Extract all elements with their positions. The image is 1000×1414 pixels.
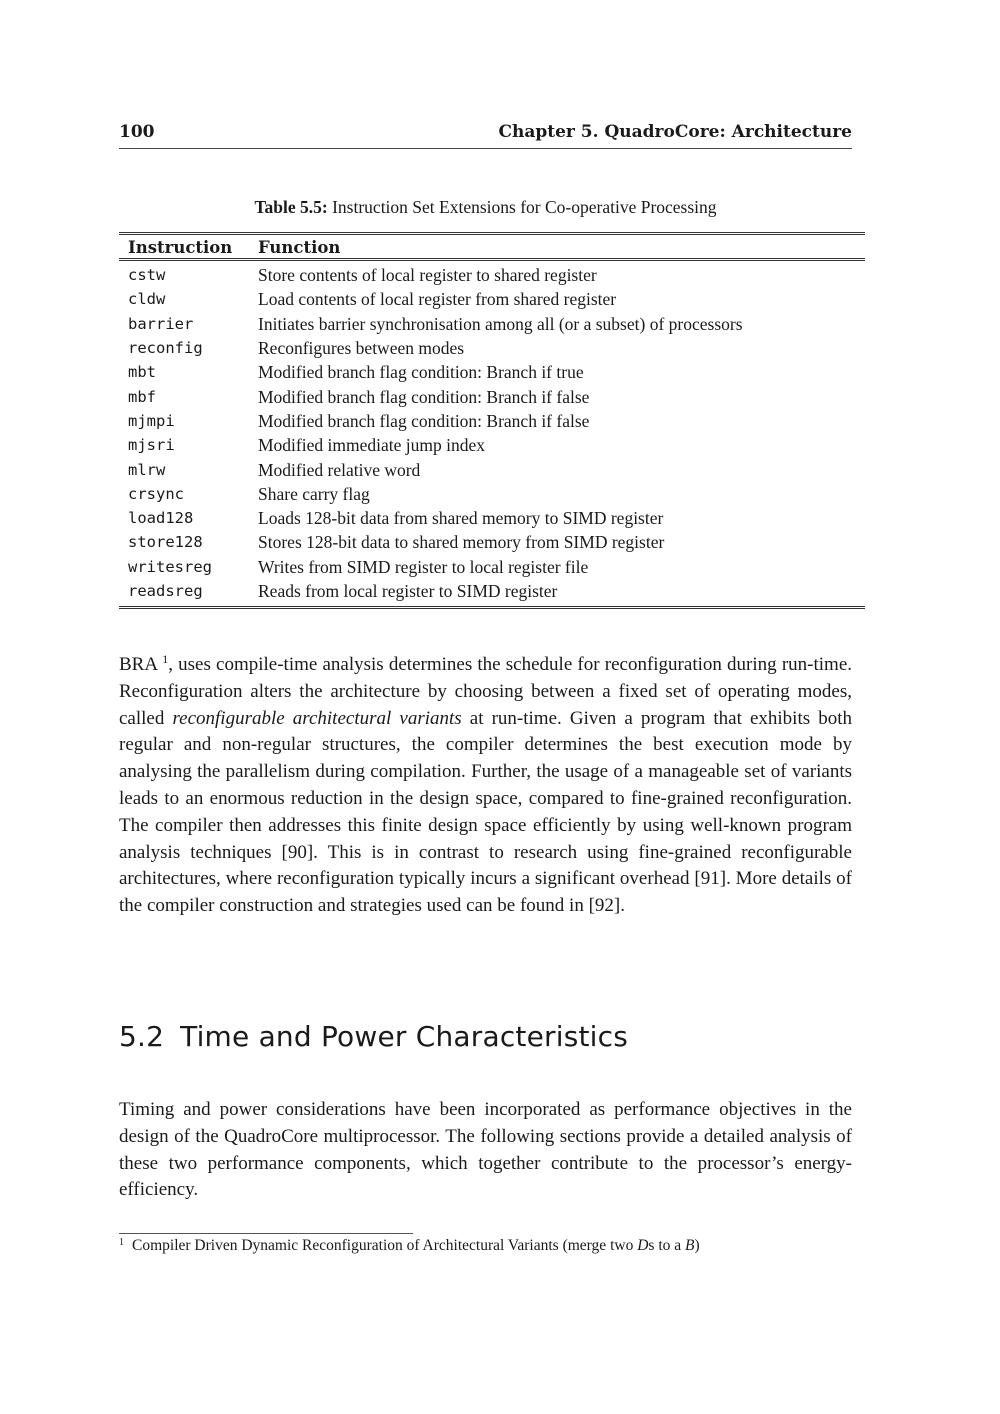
emphasis-term: reconfigurable architectural variants [172,707,462,729]
table-row [119,579,865,608]
paragraph-text: , uses compile-time analysis determines the schedule for reconfiguration during run-time. Reconfiguration alters the architecture by choosing between a fixed set of operating modes, called [119,654,852,729]
paragraph-text: Timing and power considerations have been incorporated as performance objectives in the design of the QuadroCore multiprocessor. The following sections provide a detailed analysis of these two performance components, which together contribute to the processor’s energy-efficiency. [119,1099,852,1201]
instruction-cell: writesreg [128,557,212,576]
function-cell: Stores 128-bit data to shared memory from SIMD register [258,532,665,553]
table-row [119,555,865,579]
column-header-instruction: Instruction [119,234,249,260]
table-row [119,433,865,457]
instruction-cell: mbt [128,363,156,382]
function-cell: Load contents of local register from shared register [258,289,617,310]
table-caption [119,197,852,218]
footnote-variable-d: D [637,1237,649,1254]
instruction-cell: load128 [128,509,194,528]
body-paragraph-bra [119,652,852,920]
footnote-text: ) [694,1237,700,1254]
paragraph-lead: BRA [119,654,163,675]
table-row [119,336,865,360]
instruction-cell: readsreg [128,582,203,600]
paragraph-text: at run-time. Given a program that exhibits both regular and non-regular structures, the compiler determines the best execution mode by analysing the parallelism during compilation. Further, the usage of a manageable set of variants leads to an enormous reduction in the design space, compared to fine-grained reconfiguration. The compiler then addresses this finite design space efficiently by using well-known program analysis techniques [90]. This is in contrast to research using fine-grained reconfigurable architectures, where reconfiguration typically incurs a significant overhead [91]. More details of the compiler construction and strategies used can be found in [92]. [119,707,853,917]
instruction-cell: barrier [128,314,194,333]
section-heading [119,1020,628,1053]
function-cell: Loads 128-bit data from shared memory to SIMD register [258,508,664,529]
instruction-cell: mjmpi [128,411,175,430]
function-cell: Reads from local register to SIMD register [258,581,558,601]
instruction-cell: crsync [128,484,184,503]
function-cell: Modified branch flag condition: Branch if true [258,362,584,383]
footnote-divider [119,1233,413,1234]
table-caption-label: Table 5.5: [254,197,328,217]
footnote-text: s to a [648,1237,685,1254]
instruction-cell: cldw [128,290,166,309]
instruction-table [119,232,865,609]
instruction-cell: mlrw [128,460,166,479]
footnote [119,1237,879,1255]
table-row [119,482,865,506]
footnote-variable-b: B [685,1237,695,1254]
function-cell: Writes from SIMD register to local register file [258,556,589,577]
function-cell: Modified branch flag condition: Branch if false [258,386,590,407]
table-row [119,457,865,481]
running-header [119,122,852,149]
function-cell: Modified relative word [258,459,421,480]
table-row [119,360,865,384]
chapter-title: Chapter 5. QuadroCore: Architecture [498,122,852,142]
table-row [119,384,865,408]
table-caption-text: Instruction Set Extensions for Co-operative Processing [332,197,717,217]
function-cell: Reconfigures between modes [258,338,465,359]
function-cell: Initiates barrier synchronisation among all (or a subset) of processors [258,313,743,334]
footnote-text: Compiler Driven Dynamic Reconfiguration of Architectural Variants (merge two [132,1237,638,1254]
function-cell: Share carry flag [258,483,370,504]
footnote-mark: 1 [119,1237,124,1248]
instruction-cell: mbf [128,387,156,406]
instruction-cell: store128 [128,533,203,552]
page-number: 100 [119,122,155,142]
footnote-reference[interactable]: 1 [162,652,169,666]
function-cell: Modified immediate jump index [258,435,485,456]
function-cell: Store contents of local register to shared register [258,265,597,286]
instruction-cell: cstw [128,266,166,285]
column-header-function: Function [249,234,865,260]
instruction-cell: reconfig [128,339,203,358]
body-paragraph-timing [119,1097,852,1204]
table-row [119,506,865,530]
function-cell: Modified branch flag condition: Branch if false [258,410,590,431]
table-row [119,312,865,336]
table-row [119,530,865,554]
table-row [119,409,865,433]
section-title: Time and Power Characteristics [180,1020,629,1053]
table-header-row [119,234,865,260]
section-number: 5.2 [119,1020,165,1053]
table-row [119,287,865,311]
instruction-cell: mjsri [128,436,175,455]
table-row [119,260,865,288]
